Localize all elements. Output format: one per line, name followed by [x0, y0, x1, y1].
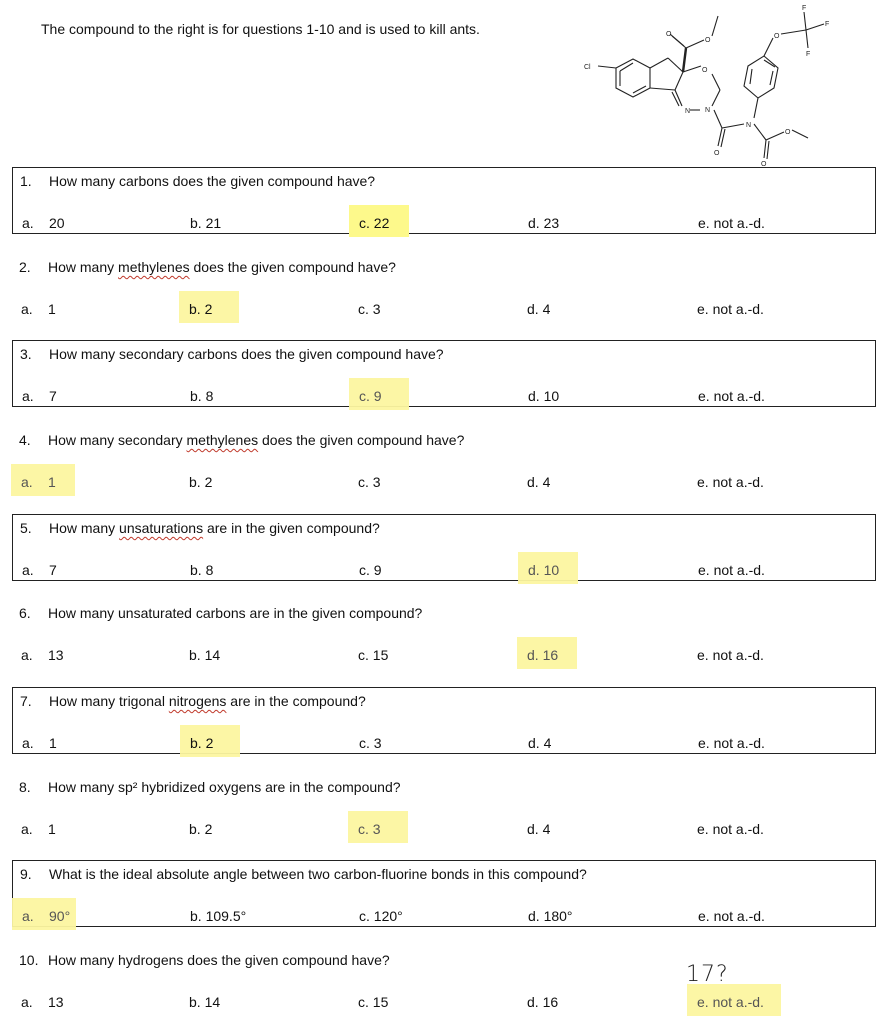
option-letter: a. — [21, 301, 33, 317]
question-number: 10. — [19, 952, 39, 968]
option-b[interactable] — [190, 908, 246, 924]
option-label: 1 — [48, 301, 56, 317]
option-a[interactable] — [22, 908, 70, 924]
spellcheck-term: methylenes — [118, 259, 190, 275]
option-letter: a. — [22, 562, 34, 578]
question-text — [20, 346, 444, 362]
question-prompt: How many trigonal — [49, 693, 169, 709]
option-letter: a. — [21, 647, 33, 663]
question-prompt: How many secondary — [48, 432, 187, 448]
question-text — [20, 173, 375, 189]
option-label: d. 10 — [528, 562, 560, 578]
option-label: d. 180° — [528, 908, 573, 924]
option-label: b. 8 — [190, 388, 214, 404]
option-c[interactable] — [359, 908, 403, 924]
option-d[interactable] — [528, 388, 559, 404]
question-prompt: How many secondary carbons does the given compound have? — [49, 346, 444, 362]
option-letter: a. — [21, 474, 33, 490]
question-5 — [12, 514, 876, 581]
option-d[interactable] — [527, 821, 550, 837]
option-label: e. not a.-d. — [698, 562, 765, 578]
oxygen-label: O — [761, 161, 767, 168]
nitrogen-label: N — [685, 108, 691, 115]
option-label: b. 21 — [190, 215, 222, 231]
option-label: b. 2 — [189, 821, 213, 837]
option-b[interactable] — [190, 562, 213, 578]
option-b[interactable] — [189, 474, 212, 490]
question-prompt: How many — [49, 520, 120, 536]
fluorine-label: F — [806, 51, 811, 58]
option-a[interactable] — [22, 735, 57, 751]
option-label: d. 16 — [527, 994, 559, 1010]
option-label: d. 10 — [528, 388, 560, 404]
option-c[interactable] — [358, 647, 388, 663]
option-letter: a. — [21, 994, 33, 1010]
option-b[interactable] — [189, 994, 220, 1010]
option-label: e. not a.-d. — [697, 474, 764, 490]
option-label: e. not a.-d. — [698, 388, 765, 404]
question-prompt: How many unsaturated carbons are in the given compound? — [48, 605, 423, 621]
option-d[interactable] — [527, 647, 558, 663]
option-label: e. not a.-d. — [698, 908, 765, 924]
oxygen-label: O — [714, 150, 720, 157]
question-1 — [12, 167, 876, 234]
question-number: 4. — [19, 432, 31, 448]
question-7 — [12, 687, 876, 754]
compound-structure — [568, 0, 868, 168]
question-text — [19, 432, 464, 448]
option-label: b. 14 — [189, 994, 221, 1010]
option-e[interactable] — [698, 562, 765, 578]
option-label: c. 15 — [358, 647, 389, 663]
option-c[interactable] — [358, 301, 381, 317]
option-b[interactable] — [190, 735, 213, 751]
question-prompt: How many — [48, 259, 119, 275]
spellcheck-term: unsaturations — [119, 520, 204, 536]
option-e[interactable] — [697, 301, 764, 317]
option-label: c. 3 — [359, 735, 382, 751]
option-a[interactable] — [21, 474, 56, 490]
option-c[interactable] — [358, 821, 381, 837]
question-6 — [12, 600, 876, 667]
option-e[interactable] — [698, 735, 765, 751]
option-b[interactable] — [189, 647, 220, 663]
question-prompt: What is the ideal absolute angle between two carbon-fluorine bonds in this compound? — [49, 866, 587, 882]
option-a[interactable] — [22, 562, 57, 578]
question-number: 9. — [20, 866, 32, 882]
option-c[interactable] — [359, 388, 382, 404]
option-label: b. 2 — [189, 301, 213, 317]
option-label: 90° — [49, 908, 71, 924]
option-label: d. 4 — [527, 474, 551, 490]
option-b[interactable] — [190, 215, 221, 231]
question-8 — [12, 774, 876, 841]
option-label: b. 14 — [189, 647, 221, 663]
option-c[interactable] — [358, 474, 381, 490]
option-a[interactable] — [22, 215, 65, 231]
option-label: 1 — [48, 821, 56, 837]
question-prompt: How many hydrogens does the given compound have? — [48, 952, 390, 968]
option-letter: a. — [21, 821, 33, 837]
option-c[interactable] — [359, 215, 389, 231]
question-2 — [12, 254, 876, 321]
option-label: 13 — [48, 647, 64, 663]
option-e[interactable] — [698, 388, 765, 404]
option-label: c. 120° — [359, 908, 403, 924]
option-d[interactable] — [528, 215, 559, 231]
oxygen-label: O — [785, 129, 791, 136]
question-text — [20, 866, 587, 882]
option-label: c. 22 — [359, 215, 390, 231]
option-d[interactable] — [528, 562, 559, 578]
oxygen-label: O — [702, 67, 708, 74]
option-label: 1 — [49, 735, 57, 751]
option-letter: a. — [22, 388, 34, 404]
question-number: 7. — [20, 693, 32, 709]
option-label: d. 23 — [528, 215, 560, 231]
fluorine-label: F — [825, 21, 830, 28]
option-label: c. 9 — [359, 388, 382, 404]
option-a[interactable] — [22, 388, 57, 404]
option-label: d. 4 — [528, 735, 552, 751]
question-prompt: How many carbons does the given compound have? — [49, 173, 376, 189]
option-label: 1 — [48, 474, 56, 490]
oxygen-label: O — [666, 31, 672, 38]
option-e[interactable] — [697, 647, 764, 663]
option-c[interactable] — [359, 735, 382, 751]
question-10 — [12, 947, 876, 1014]
spellcheck-term: nitrogens — [168, 693, 227, 709]
question-text — [19, 605, 422, 621]
option-label: d. 4 — [527, 821, 551, 837]
option-e[interactable] — [698, 215, 765, 231]
option-label: c. 15 — [358, 994, 389, 1010]
question-text — [19, 952, 390, 968]
question-prompt-end: are in the compound? — [226, 693, 366, 709]
option-a[interactable] — [21, 301, 56, 317]
spellcheck-term: methylenes — [186, 432, 259, 448]
option-label: e. not a.-d. — [698, 735, 765, 751]
option-label: e. not a.-d. — [697, 647, 764, 663]
question-number: 2. — [19, 259, 31, 275]
option-label: c. 9 — [359, 562, 382, 578]
question-4 — [12, 427, 876, 494]
option-a[interactable] — [21, 994, 64, 1010]
oxygen-label: O — [774, 33, 780, 40]
question-text — [20, 520, 380, 536]
option-label: e. not a.-d. — [697, 301, 764, 317]
option-d[interactable] — [528, 735, 551, 751]
option-a[interactable] — [21, 821, 56, 837]
option-label: b. 2 — [190, 735, 214, 751]
option-label: 7 — [49, 562, 57, 578]
question-prompt: How many sp² hybridized oxygens are in the compound? — [48, 779, 401, 795]
option-label: d. 4 — [527, 301, 551, 317]
nitrogen-label: N — [705, 107, 711, 114]
question-prompt-end: are in the given compound? — [203, 520, 380, 536]
option-label: c. 3 — [358, 474, 381, 490]
question-number: 1. — [20, 173, 32, 189]
handwritten-note: 17? — [686, 962, 729, 987]
option-letter: a. — [22, 735, 34, 751]
option-label: d. 16 — [527, 647, 559, 663]
question-number: 8. — [19, 779, 31, 795]
option-label: b. 109.5° — [190, 908, 247, 924]
question-number: 3. — [20, 346, 32, 362]
option-d[interactable] — [527, 301, 550, 317]
question-text — [19, 259, 396, 275]
option-e[interactable] — [697, 821, 764, 837]
option-label: b. 8 — [190, 562, 214, 578]
option-label: 20 — [49, 215, 65, 231]
question-text — [20, 693, 366, 709]
option-e[interactable] — [698, 908, 765, 924]
option-d[interactable] — [527, 994, 558, 1010]
oxygen-label: O — [705, 37, 711, 44]
option-a[interactable] — [21, 647, 64, 663]
option-c[interactable] — [359, 562, 382, 578]
option-label: c. 3 — [358, 301, 381, 317]
question-prompt-end: does the given compound have? — [189, 259, 396, 275]
option-letter: a. — [22, 215, 34, 231]
chlorine-label: Cl — [584, 64, 591, 71]
option-b[interactable] — [189, 301, 212, 317]
question-text — [19, 779, 401, 795]
question-number: 6. — [19, 605, 31, 621]
option-label: 7 — [49, 388, 57, 404]
option-label: e. not a.-d. — [698, 215, 765, 231]
option-e[interactable] — [697, 474, 764, 490]
question-9 — [12, 860, 876, 927]
nitrogen-label: N — [746, 122, 752, 129]
option-label: b. 2 — [189, 474, 213, 490]
option-e[interactable] — [697, 994, 764, 1010]
question-number: 5. — [20, 520, 32, 536]
intro-text: The compound to the right is for questions 1-10 and is used to kill ants. — [41, 21, 480, 37]
option-letter: a. — [22, 908, 34, 924]
fluorine-label: F — [802, 5, 807, 12]
option-label: e. not a.-d. — [697, 994, 764, 1010]
option-label: 13 — [48, 994, 64, 1010]
question-prompt-end: does the given compound have? — [258, 432, 465, 448]
option-b[interactable] — [189, 821, 212, 837]
question-3 — [12, 340, 876, 407]
option-d[interactable] — [527, 474, 550, 490]
option-label: e. not a.-d. — [697, 821, 764, 837]
option-b[interactable] — [190, 388, 213, 404]
option-c[interactable] — [358, 994, 388, 1010]
option-d[interactable] — [528, 908, 573, 924]
option-label: c. 3 — [358, 821, 381, 837]
